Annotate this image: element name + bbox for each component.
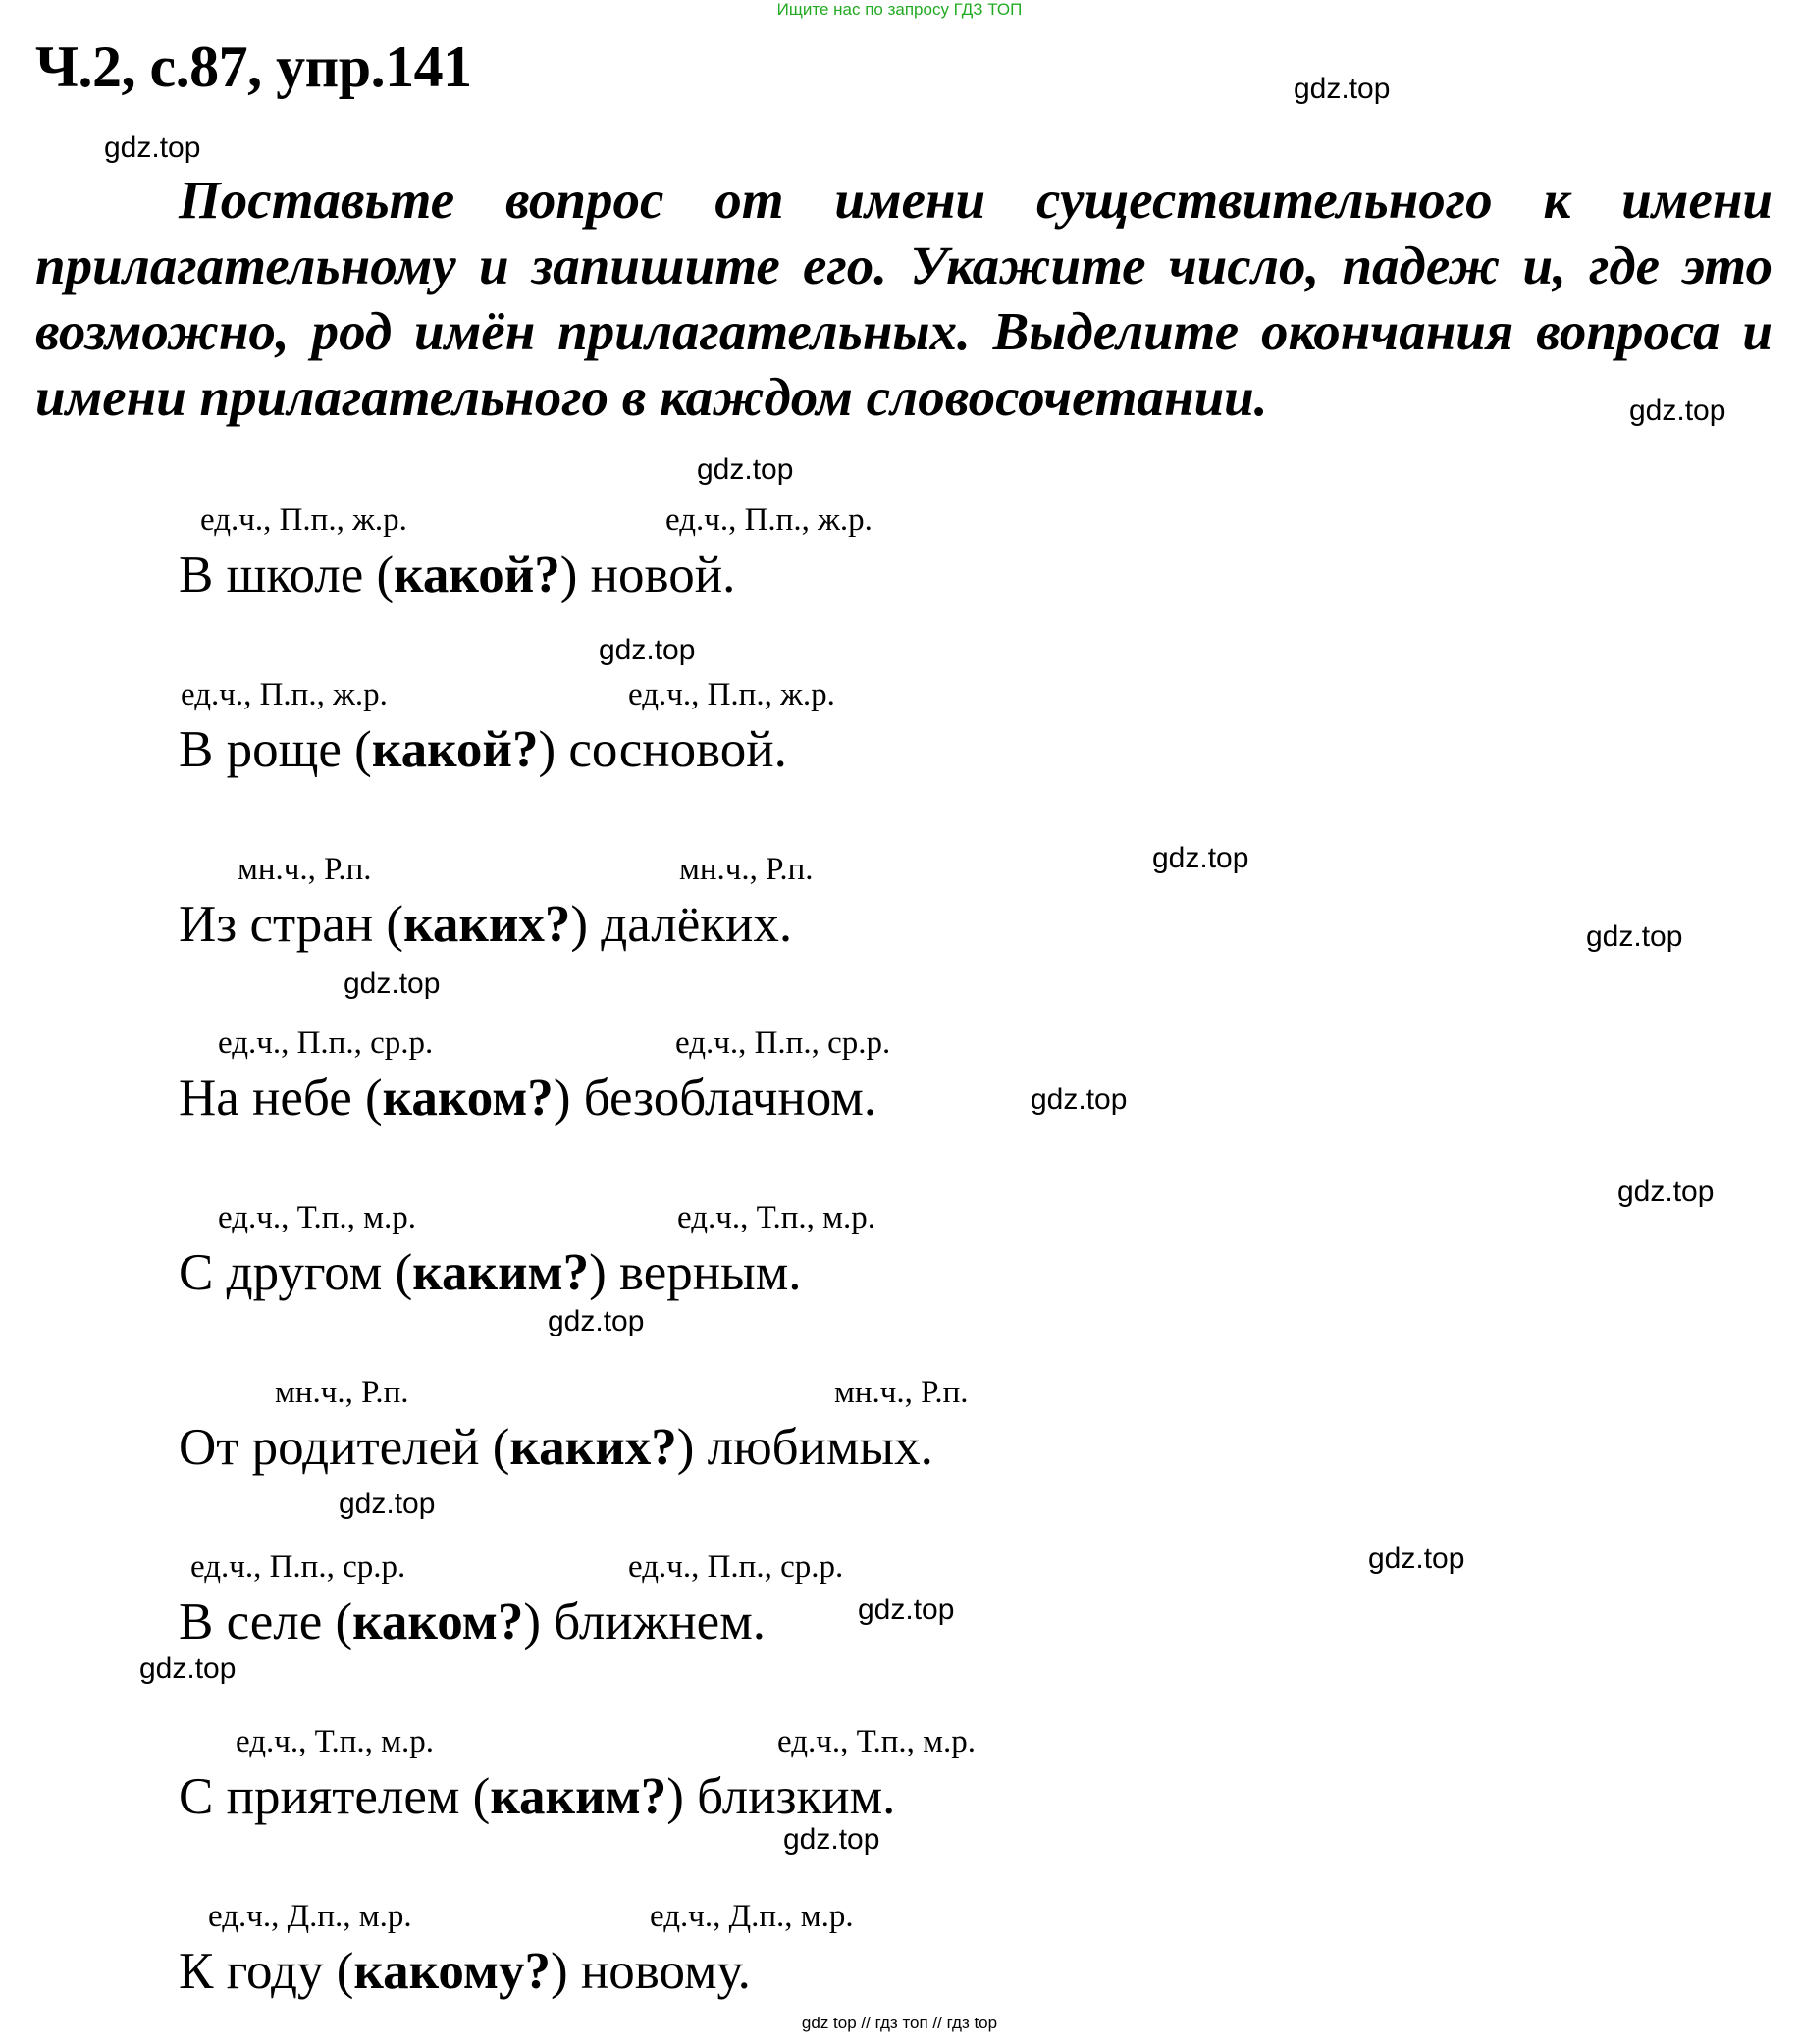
phrase-adjective: ) верным. [589,1244,802,1301]
phrase-noun: В селе ( [179,1594,353,1651]
phrase-noun: От родителей ( [179,1419,510,1476]
phrase-adjective: ) близким. [666,1768,896,1825]
phrase-adjective: ) сосновой. [538,721,787,778]
grammar-note-noun: ед.ч., П.п., ж.р. [181,677,388,712]
watermark: gdz.top [1586,920,1683,953]
phrase [179,720,787,779]
grammar-note-noun: ед.ч., П.п., ж.р. [200,502,407,538]
phrase-noun: К году ( [179,1943,354,2000]
watermark: gdz.top [1617,1176,1715,1208]
phrase-question: каких? [403,896,571,953]
watermark: gdz.top [548,1305,645,1337]
phrase-question: каких? [509,1419,677,1476]
phrase [179,1593,766,1651]
watermark: gdz.top [139,1652,237,1685]
watermark: gdz.top [1152,842,1249,874]
phrase [179,546,735,604]
phrase-question: каким? [412,1244,590,1301]
phrase-question: каком? [382,1070,554,1127]
grammar-note-noun: ед.ч., П.п., ср.р. [218,1025,434,1061]
watermark: gdz.top [1294,73,1391,105]
phrase-question: каком? [352,1594,524,1651]
top-banner: Ищите нас по запросу ГДЗ ТОП [776,0,1023,19]
grammar-note-adjective: ед.ч., Д.п., м.р. [650,1899,854,1934]
watermark: gdz.top [1368,1543,1465,1575]
phrase [179,895,792,954]
phrase-noun: С другом ( [179,1244,413,1301]
phrase-adjective: ) ближнем. [523,1594,766,1651]
grammar-note-noun: ед.ч., П.п., ср.р. [190,1549,406,1585]
watermark: gdz.top [339,1488,436,1520]
watermark: gdz.top [104,131,201,164]
grammar-note-noun: ед.ч., Т.п., м.р. [218,1200,416,1235]
watermark: gdz.top [1031,1083,1128,1116]
phrase-noun: На небе ( [179,1070,383,1127]
grammar-note-adjective: ед.ч., П.п., ср.р. [628,1549,844,1585]
phrase-noun: В роще ( [179,721,372,778]
phrase [179,1069,876,1127]
phrase-question: какой? [394,547,560,603]
grammar-note-adjective: мн.ч., Р.п. [679,852,814,887]
watermark: gdz.top [783,1823,880,1856]
exercise-instructions: Поставьте вопрос от имени существительного к имени прилагательному и запишите его. Укажите число, падеж и, где это возможно, род имён прилагательных. Выделите окончания вопроса и имени прилагательного в каждом словосочетании. [35,170,1773,427]
grammar-note-adjective: ед.ч., П.п., ср.р. [675,1025,891,1061]
grammar-note-adjective: ед.ч., Т.п., м.р. [777,1724,976,1759]
watermark: gdz.top [697,453,794,486]
watermark: gdz.top [344,968,441,1000]
grammar-note-adjective: мн.ч., Р.п. [834,1375,969,1410]
phrase-adjective: ) далёких. [570,896,793,953]
watermark: gdz.top [1629,394,1726,427]
phrase-noun: В школе ( [179,547,395,603]
phrase-adjective: ) новому. [551,1943,751,2000]
phrase-question: какому? [353,1943,552,2000]
phrase [179,1418,933,1477]
bottom-banner: gdz top // гдз топ // гдз top [801,2014,998,2032]
phrase [179,1942,751,2001]
phrase-adjective: ) любимых. [676,1419,933,1476]
grammar-note-adjective: ед.ч., П.п., ж.р. [665,502,873,538]
page-title: Ч.2, с.87, упр.141 [35,34,472,99]
grammar-note-noun: ед.ч., Д.п., м.р. [208,1899,412,1934]
phrase [179,1243,802,1302]
grammar-note-noun: мн.ч., Р.п. [275,1375,409,1410]
grammar-note-adjective: ед.ч., П.п., ж.р. [628,677,835,712]
grammar-note-adjective: ед.ч., Т.п., м.р. [677,1200,875,1235]
watermark: gdz.top [599,634,696,666]
phrase-adjective: ) новой. [559,547,736,603]
phrase-noun: С приятелем ( [179,1768,491,1825]
phrase-question: каким? [490,1768,667,1825]
phrase-noun: Из стран ( [179,896,404,953]
watermark: gdz.top [858,1594,955,1626]
phrase-question: какой? [371,721,539,778]
grammar-note-noun: мн.ч., Р.п. [238,852,372,887]
phrase [179,1767,895,1826]
grammar-note-noun: ед.ч., Т.п., м.р. [236,1724,434,1759]
phrase-adjective: ) безоблачном. [553,1070,877,1127]
